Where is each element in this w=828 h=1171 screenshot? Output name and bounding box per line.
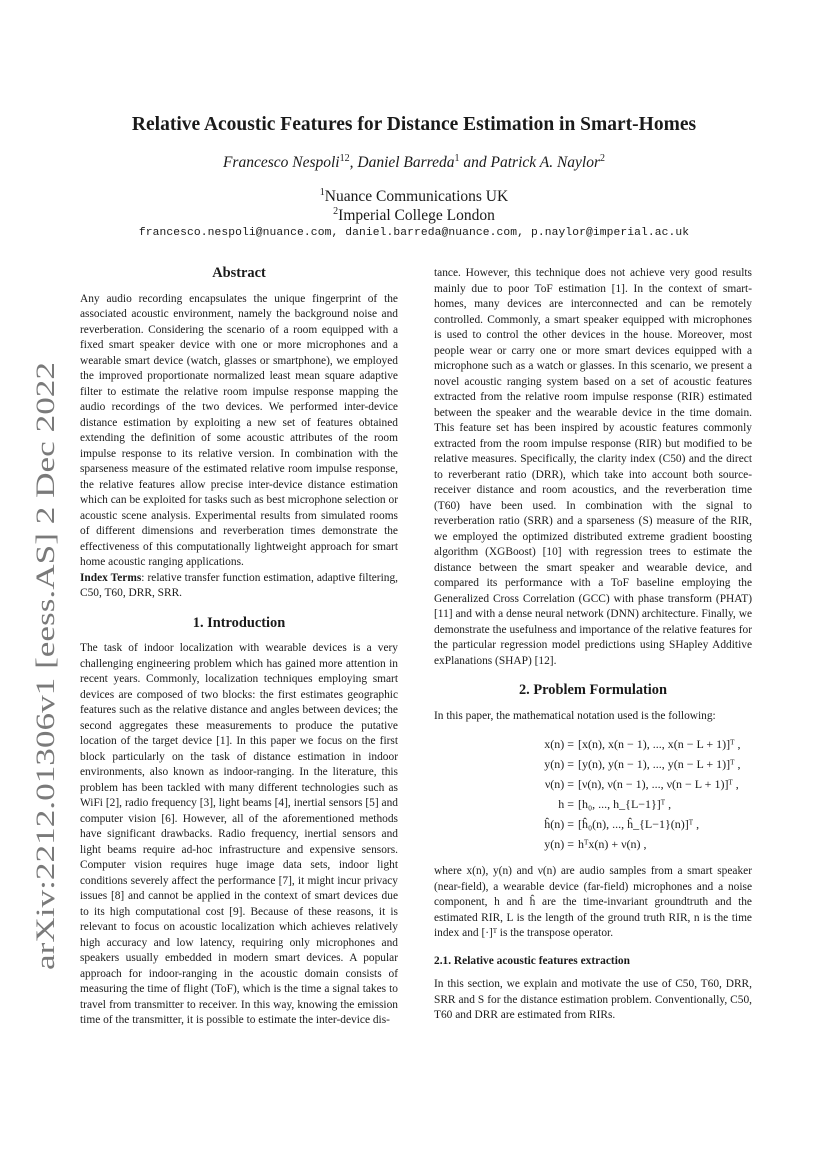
- equation-row: [434, 754, 752, 774]
- arxiv-stamp-svg: [14, 360, 64, 980]
- problem-formulation-heading: 2. Problem Formulation: [518, 682, 668, 698]
- equation-rhs: [ĥ₀(n), ..., ĥ_{L−1}(n)]ᵀ ,: [578, 817, 700, 831]
- affiliation-2: [60, 206, 768, 225]
- author-sup: 12: [339, 153, 350, 164]
- affiliation-name: Imperial College London: [338, 207, 495, 225]
- author-list: [60, 153, 768, 172]
- equation-rhs: hᵀx(n) + ν(n) ,: [578, 837, 647, 851]
- subsection-text: In this section, we explain and motivate the use of C50, T60, DRR, SRR and S for the distance estimation problem. Conventionally, C50, T60 and DRR are estimated from RIRs.: [434, 978, 752, 1021]
- affiliation-name: Nuance Communications UK: [324, 188, 509, 206]
- affiliation-1: [60, 187, 768, 206]
- problem-intro-text: In this paper, the mathematical notation used is the following:: [434, 709, 716, 722]
- equation-row: [434, 774, 752, 794]
- left-column: [80, 266, 398, 1029]
- author-name: Daniel Barreda: [357, 154, 455, 172]
- author-name: Francesco Nespoli: [222, 154, 340, 172]
- equation-lhs: ĥ(n) =: [544, 817, 574, 831]
- introduction-heading: 1. Introduction: [192, 614, 286, 631]
- equation-row: [434, 734, 752, 754]
- equation-row: [434, 834, 752, 854]
- introduction-text: The task of indoor localization with wearable devices is a very challenging engineering problem which has gained more attention in recent years. Commonly, localization techniques employing smart devices are composed of two blocks: the first estimates geographic features such as the relative distance and angles between devices; the second aggregates these measurements to produce the putative location of the target device [1]. In this paper we focus on the first block particularly on the task of distance estimation in indoor environments, also known as indoor-ranging. In the literature, this problem has been tackled with many different technologies such as WiFi [2], radio frequency [3], light beams [4], inertial sensors [5] and computer vision [6]. However, all of the aforementioned methods have significant drawbacks. Radio frequency, inertial sensors and light beams require ad-hoc infrastructure and expensive sensors. Computer vision requires huge image data sets, indoor light conditions severely affect the performance [7], it might incur privacy issues [8] and cannot be applied in the context of smart devices due to its high computational cost [9]. Because of these reasons, it is relevant to focus on acoustic localization which achieves relatively high accuracy and low latency, requiring only microphones and speakers usually embedded in modern smart devices. A popular approach for indoor-ranging in the acoustic domain consists of measuring the time of flight (ToF), which is the time a signal takes to travel from transmitter to receiver. In this way, knowing the emission time of the transmitter, it is possible to estimate the inter-device dis-: [80, 642, 398, 1026]
- equation-rhs: [h₀, ..., h_{L−1}]ᵀ ,: [578, 797, 672, 811]
- equation-rhs: [x(n), x(n − 1), ..., x(n − L + 1)]ᵀ ,: [578, 737, 741, 751]
- equation-lhs: ν(n) =: [544, 777, 574, 791]
- equation-lhs: x(n) =: [544, 737, 574, 751]
- author-sup: 1: [454, 153, 460, 164]
- author-sup: 2: [600, 153, 606, 164]
- affiliation-sup: 1: [319, 187, 325, 198]
- equation-lhs: h =: [558, 797, 574, 811]
- author-name: Patrick A. Naylor: [490, 154, 601, 172]
- index-terms-label: Index Terms: [80, 571, 142, 584]
- author-and: and: [459, 154, 491, 172]
- abstract-text: Any audio recording encapsulates the unique fingerprint of the associated acoustic environment, namely the background noise and reverberation. Considering the scenario of a room equipped with a fixed smart speaker device with one or more microphones and a wearable smart device (watch, glasses or smartphone), we employed the improved proportionate normalized least mean square adaptive filter to estimate the relative room impulse response mapping the audio recordings of the two devices. We performed inter-device distance estimation by exploiting a new set of features obtained extending the definition of some acoustic attributes of the room impulse response to its relative version. In combination with the sparseness measure of the estimated relative room impulse response, the relative features allow precise inter-device distance estimation which can be exploited for tasks such as best microphone selection or acoustic scene analysis. Experimental results from simulated rooms of different dimensions and reverberation times demonstrate the effectiveness of this computationally lightweight approach for smart home acoustic ranging applications.: [80, 292, 398, 568]
- equation-lhs: y(n) =: [544, 757, 574, 771]
- equation-row: [434, 794, 752, 814]
- equation-rhs: [ν(n), ν(n − 1), ..., ν(n − L + 1)]ᵀ ,: [578, 777, 739, 791]
- introduction-continued-text: tance. However, this technique does not achieve very good results mainly due to poor ToF estimation [1]. In the context of smart-homes, many devices are interconnected and can be remotely controlled. Commonly, a smart speaker equipped with microphones is used to control the other devices in the house. Moreover, most people wear or carry one or more smart devices equipped with a microphone such as a watch or glasses. In this scenario, we present a novel acoustic ranging system based on a set of acoustic features extracted from the relative room impulse response (RIR) estimated between the speaker and the wearable device in the time domain. This feature set has been inspired by acoustic features commonly extracted from the room impulse response (RIR) but modified to be relative measures. Specifically, the clarity index (C50) and the direct to reverberant ratio (DRR), which take into account both source-receiver distance and room acoustics, and the reverberation time (T60) have been used. In combination with the signal to reverberation ratio (SRR) and a sparseness (S) measure of the RIR, we employed the optimized distributed extreme gradient boosting algorithm (XGBoost) [10] with regression trees to estimate the distance between the smart speaker and wearable device, and compared its performance with a ToF baseline employing the Generalized Cross Correlation (GCC) with phase transform (PHAT) [11] and with a dense neural network (DNN) architecture. Finally, we demonstrate the usefulness and importance of the relative features for the particular regression model predictions using SHapley Additive exPlanations (SHAP) [12].: [434, 267, 752, 667]
- author-emails: francesco.nespoli@nuance.com, daniel.barreda@nuance.com, p.naylor@imperial.ac.uk: [138, 227, 690, 239]
- problem-description-text: where x(n), y(n) and ν(n) are audio samples from a smart speaker (near-field), a wearable device (far-field) microphones and a noise component, h and ĥ are the time-invariant groundtruth and the estimated RIR, L is the length of the ground truth RIR, n is the time index and [·]ᵀ is the transpose operator.: [434, 865, 752, 939]
- equation-lhs: y(n) =: [544, 837, 574, 851]
- paper-title: Relative Acoustic Features for Distance Estimation in Smart-Homes: [131, 114, 697, 135]
- index-terms-text: : relative transfer function estimation, adaptive filtering, C50, T60, DRR, SRR.: [80, 571, 398, 599]
- equation-rhs: [y(n), y(n − 1), ..., y(n − L + 1)]ᵀ ,: [578, 757, 741, 771]
- equation-row: [434, 814, 752, 834]
- arxiv-stamp-text: arXiv:2212.01306v1 [eess.AS] 2 Dec 2022: [30, 512, 60, 970]
- equation-block: [434, 734, 752, 854]
- subsection-heading: 2.1. Relative acoustic features extraction: [434, 954, 630, 967]
- author-separator: ,: [349, 154, 358, 172]
- arxiv-stamp: [14, 360, 64, 980]
- index-terms: [80, 571, 398, 602]
- right-column: [434, 266, 752, 1024]
- affiliation-sup: 2: [333, 206, 339, 217]
- abstract-heading: Abstract: [212, 265, 266, 281]
